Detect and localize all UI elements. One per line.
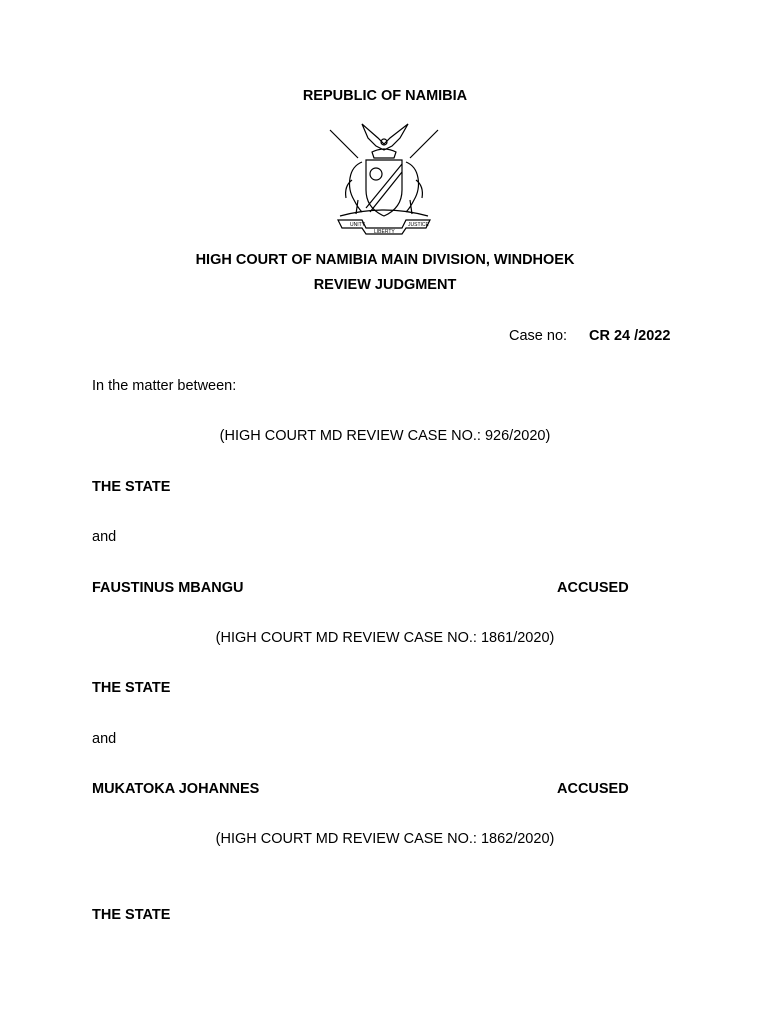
republic-heading: REPUBLIC OF NAMIBIA [302, 88, 468, 104]
motto-word: UNITY [350, 222, 365, 228]
party-state: THE STATE [92, 680, 171, 696]
motto-word: JUSTICE [408, 222, 429, 228]
court-heading: HIGH COURT OF NAMIBIA MAIN DIVISION, WINDHOEK [195, 252, 575, 268]
review-case-number: (HIGH COURT MD REVIEW CASE NO.: 1862/2020) [215, 831, 555, 847]
case-number-label: Case no: [509, 328, 568, 344]
review-case-number: (HIGH COURT MD REVIEW CASE NO.: 926/2020) [219, 428, 551, 444]
conjunction: and [92, 731, 117, 747]
party-state: THE STATE [92, 907, 171, 923]
accused-name: MUKATOKA JOHANNES [92, 781, 260, 797]
matter-intro: In the matter between: [92, 378, 237, 394]
accused-name: FAUSTINUS MBANGU [92, 580, 244, 596]
accused-role: ACCUSED [557, 580, 629, 596]
party-state: THE STATE [92, 479, 171, 495]
namibia-coat-of-arms-icon [322, 116, 446, 236]
conjunction: and [92, 529, 117, 545]
motto-word: LIBERTY [374, 229, 395, 235]
case-number-value: CR 24 /2022 [589, 328, 671, 344]
accused-role: ACCUSED [557, 781, 629, 797]
review-case-number: (HIGH COURT MD REVIEW CASE NO.: 1861/2020) [215, 630, 555, 646]
judgment-type-heading: REVIEW JUDGMENT [313, 277, 457, 293]
